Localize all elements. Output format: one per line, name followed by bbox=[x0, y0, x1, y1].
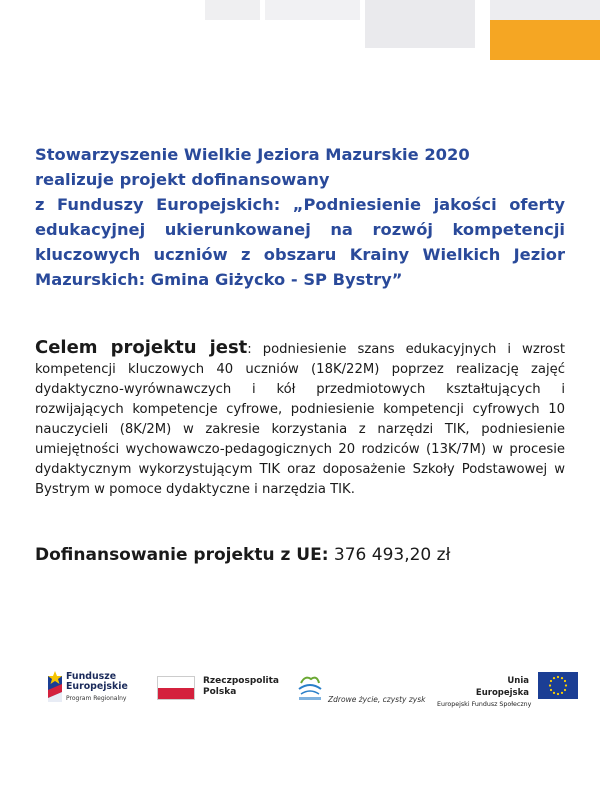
project-goal bbox=[35, 338, 565, 500]
fundusze-line1: Fundusze bbox=[66, 671, 117, 682]
logos-strip bbox=[0, 660, 600, 720]
polish-flag-icon bbox=[157, 676, 195, 700]
goal-lead: Celem projektu jest bbox=[35, 337, 248, 358]
fundusze-sub: Program Regionalny bbox=[66, 695, 127, 702]
ue-line1: Unia Europejska bbox=[475, 676, 529, 698]
fundusze-line2: Europejskie bbox=[66, 681, 128, 692]
fundusze-label bbox=[66, 672, 128, 704]
fundusze-europejskie-logo-icon bbox=[45, 670, 65, 706]
wjm-tagline: Zdrowe życie, czysty zysk bbox=[328, 695, 426, 704]
rzeczpospolita-label bbox=[203, 676, 279, 698]
title-line: Mazurskich: Gmina Giżycko - SP Bystry” bbox=[35, 270, 403, 289]
deco-bar bbox=[490, 0, 600, 22]
top-decoration bbox=[0, 0, 600, 60]
funding-amount: 376 493,20 zł bbox=[333, 545, 451, 565]
funding-label: Dofinansowanie projektu z UE: bbox=[35, 545, 329, 565]
rzeczpospolita-line2: Polska bbox=[203, 687, 237, 697]
deco-bar bbox=[205, 0, 260, 20]
rzeczpospolita-line1: Rzeczpospolita bbox=[203, 676, 279, 686]
ue-sub: Europejski Fundusz Społeczny bbox=[437, 701, 532, 708]
deco-bar-orange bbox=[490, 20, 600, 60]
ue-label bbox=[437, 675, 532, 711]
title-line: edukacyjnej ukierunkowanej na rozwój kompetencji bbox=[35, 220, 565, 239]
goal-text: : podniesienie szans edukacyjnych i wzrost kompetencji kluczowych 40 uczniów (18K/22M) poprzez realizację zajęć dydaktyczno-wyrównawczych i kół przedmiotowych kształtujących i rozwijających kompetencje cyfrowe, podniesienie kompetencji cyfrowych 10 nauczycieli (8K/2M) w zakresie korzystania z narzędzi TIK, podniesienie umiejętności wychowawczo-pedagogicznych 20 rodziców (13K/7M) w procesie dydaktycznym wykorzystującym TIK oraz doposażenie Szkoły Podstawowej w Bystrym w pomoce dydaktyczne i narzędzia TIK. bbox=[35, 342, 565, 497]
deco-bar bbox=[265, 0, 360, 20]
title-line: kluczowych uczniów z obszaru Krainy Wielkich Jezior bbox=[35, 245, 565, 264]
eu-flag-icon bbox=[538, 672, 578, 699]
title-line: Stowarzyszenie Wielkie Jeziora Mazurskie 2020 bbox=[35, 145, 470, 164]
deco-bar bbox=[365, 0, 475, 48]
page-title bbox=[35, 142, 565, 292]
funding-line bbox=[35, 542, 575, 568]
title-line: z Funduszy Europejskich: „Podniesienie jakości oferty bbox=[35, 195, 565, 214]
wielkie-jeziora-mazurskie-logo-icon bbox=[297, 673, 323, 703]
title-line: realizuje projekt dofinansowany bbox=[35, 170, 330, 189]
